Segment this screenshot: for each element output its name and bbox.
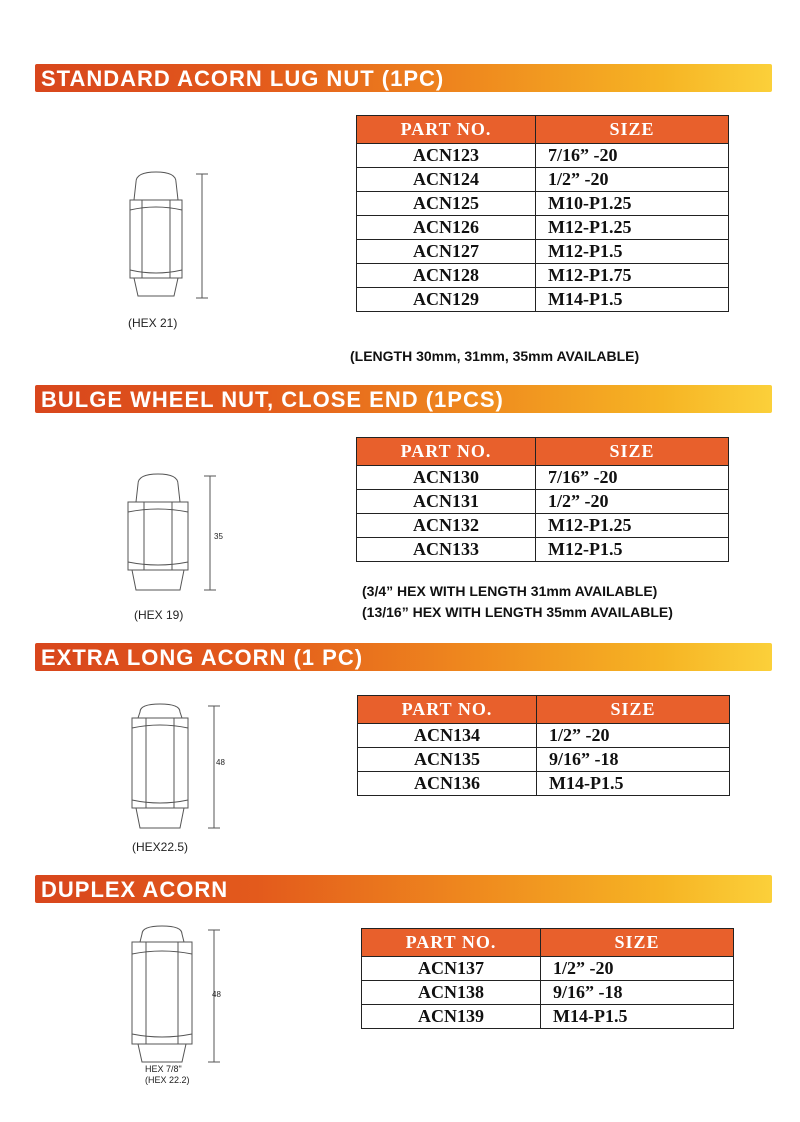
- part-number: ACN125: [357, 192, 536, 216]
- table-row: [357, 538, 729, 562]
- parts-table: [357, 695, 730, 796]
- column-header-part-no: PART NO.: [362, 929, 541, 957]
- table-row: [357, 168, 729, 192]
- size: 1/2” -20: [537, 724, 730, 748]
- hex-label: HEX 7/8": [145, 1064, 182, 1074]
- part-number: ACN124: [357, 168, 536, 192]
- size: 7/16” -20: [536, 144, 729, 168]
- part-number: ACN135: [358, 748, 537, 772]
- section-banner-bulge-wheel-nut: [35, 385, 772, 413]
- table-row: [357, 490, 729, 514]
- column-header-size: SIZE: [537, 696, 730, 724]
- table-row: [357, 216, 729, 240]
- part-number: ACN136: [358, 772, 537, 796]
- size: M12-P1.75: [536, 264, 729, 288]
- size: M12-P1.25: [536, 514, 729, 538]
- column-header-part-no: PART NO.: [357, 438, 536, 466]
- part-number: ACN129: [357, 288, 536, 312]
- parts-table: [356, 437, 729, 562]
- part-number: ACN131: [357, 490, 536, 514]
- part-number: ACN133: [357, 538, 536, 562]
- table-row: [362, 1005, 734, 1029]
- dimension-label: 35: [214, 532, 223, 541]
- size: M14-P1.5: [541, 1005, 734, 1029]
- table-row: [358, 748, 730, 772]
- hex-label-metric: (HEX 22.2): [145, 1075, 190, 1085]
- size: 7/16” -20: [536, 466, 729, 490]
- dimension-label: 48: [216, 758, 225, 767]
- size: M10-P1.25: [536, 192, 729, 216]
- duplex-nut-drawing: [128, 924, 248, 1074]
- part-number: ACN137: [362, 957, 541, 981]
- hex-label: (HEX22.5): [132, 840, 189, 854]
- table-row: [357, 514, 729, 538]
- size: M12-P1.5: [536, 240, 729, 264]
- section-title: DUPLEX ACORN: [41, 877, 229, 902]
- column-header-part-no: PART NO.: [358, 696, 537, 724]
- section-banner-duplex-acorn: [35, 875, 772, 903]
- parts-table: [361, 928, 734, 1029]
- part-number: ACN138: [362, 981, 541, 1005]
- size: M12-P1.5: [536, 538, 729, 562]
- extra-long-nut-drawing: [126, 702, 246, 842]
- size: 1/2” -20: [536, 168, 729, 192]
- part-number: ACN123: [357, 144, 536, 168]
- size: M12-P1.25: [536, 216, 729, 240]
- parts-table: [356, 115, 729, 312]
- section-title: BULGE WHEEL NUT, CLOSE END (1PCS): [41, 387, 504, 412]
- column-header-part-no: PART NO.: [357, 116, 536, 144]
- table-row: [362, 957, 734, 981]
- hex-label: (HEX 19): [134, 608, 184, 622]
- part-number: ACN128: [357, 264, 536, 288]
- part-number: ACN126: [357, 216, 536, 240]
- table-row: [358, 724, 730, 748]
- hex-label: (HEX 21): [128, 316, 178, 330]
- section-banner-extra-long-acorn: [35, 643, 772, 671]
- acorn-nut-drawing: [118, 170, 228, 310]
- section-banner-standard-acorn: [35, 64, 772, 92]
- size: M14-P1.5: [537, 772, 730, 796]
- table-row: [362, 981, 734, 1005]
- size: M14-P1.5: [536, 288, 729, 312]
- table-row: [357, 144, 729, 168]
- table-row: [357, 466, 729, 490]
- column-header-size: SIZE: [536, 438, 729, 466]
- availability-note: (13/16” HEX WITH LENGTH 35mm AVAILABLE): [362, 604, 673, 620]
- part-number: ACN134: [358, 724, 537, 748]
- availability-note: (3/4” HEX WITH LENGTH 31mm AVAILABLE): [362, 583, 658, 599]
- column-header-size: SIZE: [541, 929, 734, 957]
- size: 9/16” -18: [541, 981, 734, 1005]
- section-title: EXTRA LONG ACORN (1 PC): [41, 645, 364, 670]
- table-row: [357, 264, 729, 288]
- part-number: ACN139: [362, 1005, 541, 1029]
- size: 1/2” -20: [536, 490, 729, 514]
- table-row: [358, 772, 730, 796]
- part-number: ACN132: [357, 514, 536, 538]
- section-title: STANDARD ACORN LUG NUT (1PC): [41, 66, 445, 91]
- table-row: [357, 288, 729, 312]
- column-header-size: SIZE: [536, 116, 729, 144]
- size: 9/16” -18: [537, 748, 730, 772]
- part-number: ACN130: [357, 466, 536, 490]
- size: 1/2” -20: [541, 957, 734, 981]
- table-row: [357, 192, 729, 216]
- dimension-label: 48: [212, 990, 221, 999]
- part-number: ACN127: [357, 240, 536, 264]
- table-row: [357, 240, 729, 264]
- availability-note: (LENGTH 30mm, 31mm, 35mm AVAILABLE): [350, 348, 640, 364]
